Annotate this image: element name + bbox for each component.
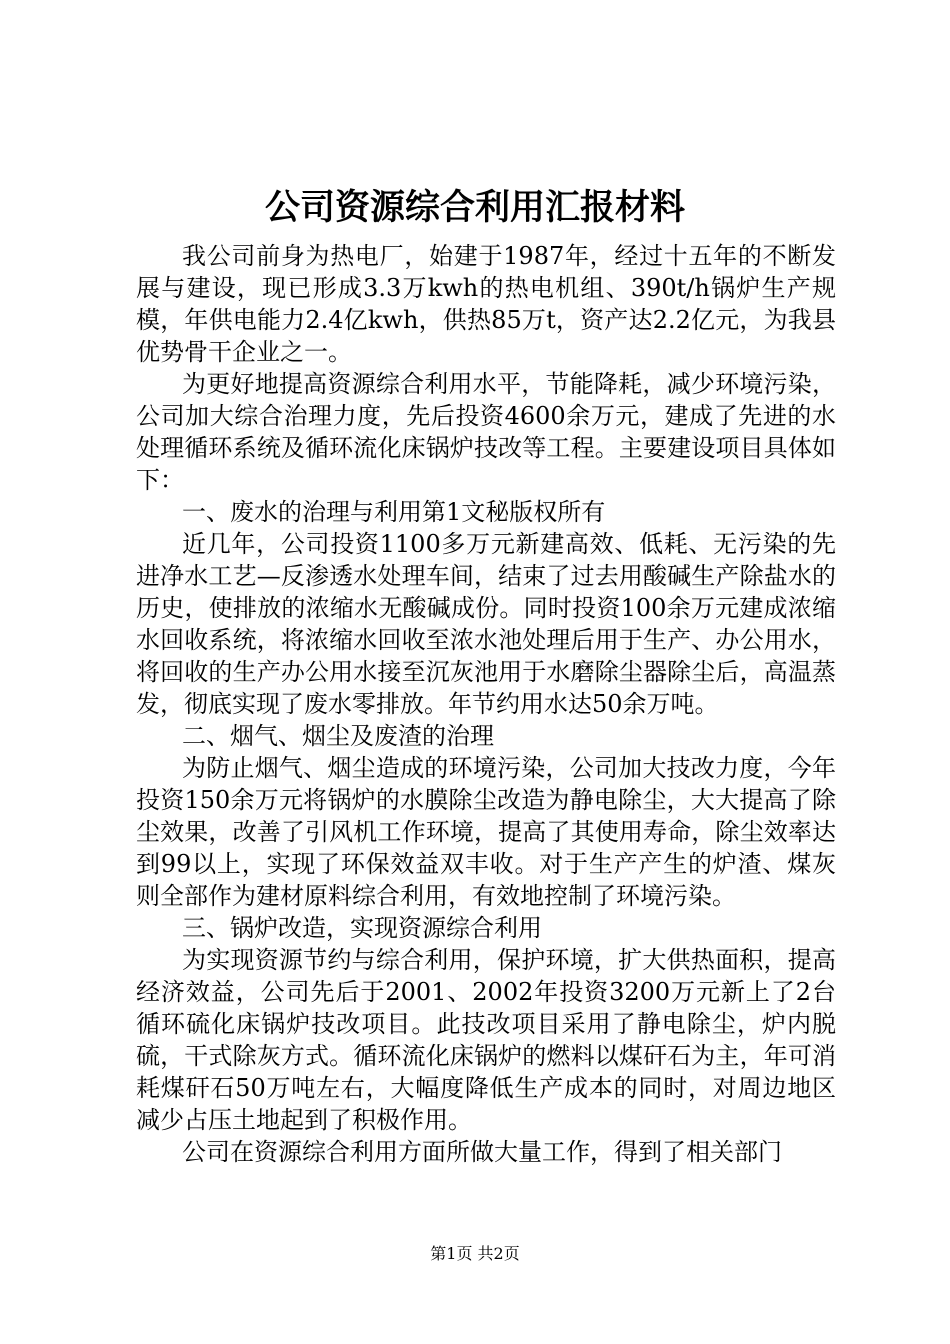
paragraph-boiler: 为实现资源节约与综合利用，保护环境，扩大供热面积，提高经济效益，公司先后于2001、2002年投资3200万元新上了2台循环硫化床锅炉技改项目。此技改项目采用了静电除尘，炉内脱硫，干式除灰方式。循环流化床锅炉的燃料以煤矸石为主，年可消耗煤矸石50万吨左右，大幅度降低生产成本的同时，对周边地区减少占压土地起到了积极作用。 [136, 946, 836, 1134]
paragraph-overview: 为更好地提高资源综合利用水平，节能降耗，减少环境污染，公司加大综合治理力度，先后投资4600余万元，建成了先进的水处理循环系统及循环流化床锅炉技改等工程。主要建设项目具体如下： [136, 370, 836, 494]
paragraph-flue-gas: 为防止烟气、烟尘造成的环境污染，公司加大技改力度，今年投资150余万元将锅炉的水膜除尘改造为静电除尘，大大提高了除尘效果，改善了引风机工作环境，提高了其使用寿命，除尘效率达到99以上，实现了环保效益双丰收。对于生产产生的炉渣、煤灰则全部作为建材原料综合利用，有效地控制了环境污染。 [136, 754, 836, 910]
section-heading-wastewater: 一、废水的治理与利用第1文秘版权所有 [182, 498, 606, 526]
paragraph-closing: 公司在资源综合利用方面所做大量工作，得到了相关部门 [182, 1138, 782, 1166]
section-heading-flue-gas: 二、烟气、烟尘及废渣的治理 [182, 722, 494, 750]
document-body [136, 240, 836, 1168]
document-title: 公司资源综合利用汇报材料 [264, 188, 685, 228]
section-heading-boiler: 三、锅炉改造，实现资源综合利用 [182, 914, 542, 942]
paragraph-wastewater: 近几年，公司投资1100多万元新建高效、低耗、无污染的先进净水工艺—反渗透水处理车间，结束了过去用酸碱生产除盐水的历史，使排放的浓缩水无酸碱成份。同时投资100余万元建成浓缩水回收系统，将浓缩水回收至浓水池处理后用于生产、办公用水，将回收的生产办公用水接至沉灰池用于水磨除尘器除尘后，高温蒸发，彻底实现了废水零排放。年节约用水达50余万吨。 [136, 530, 836, 718]
page-footer: 第1页 共2页 [430, 1244, 520, 1263]
paragraph-intro: 我公司前身为热电厂，始建于1987年，经过十五年的不断发展与建设，现已形成3.3万kwh的热电机组、390t/h锅炉生产规模，年供电能力2.4亿kwh，供热85万t，资产达2.2亿元，为我县优势骨干企业之一。 [136, 242, 836, 366]
